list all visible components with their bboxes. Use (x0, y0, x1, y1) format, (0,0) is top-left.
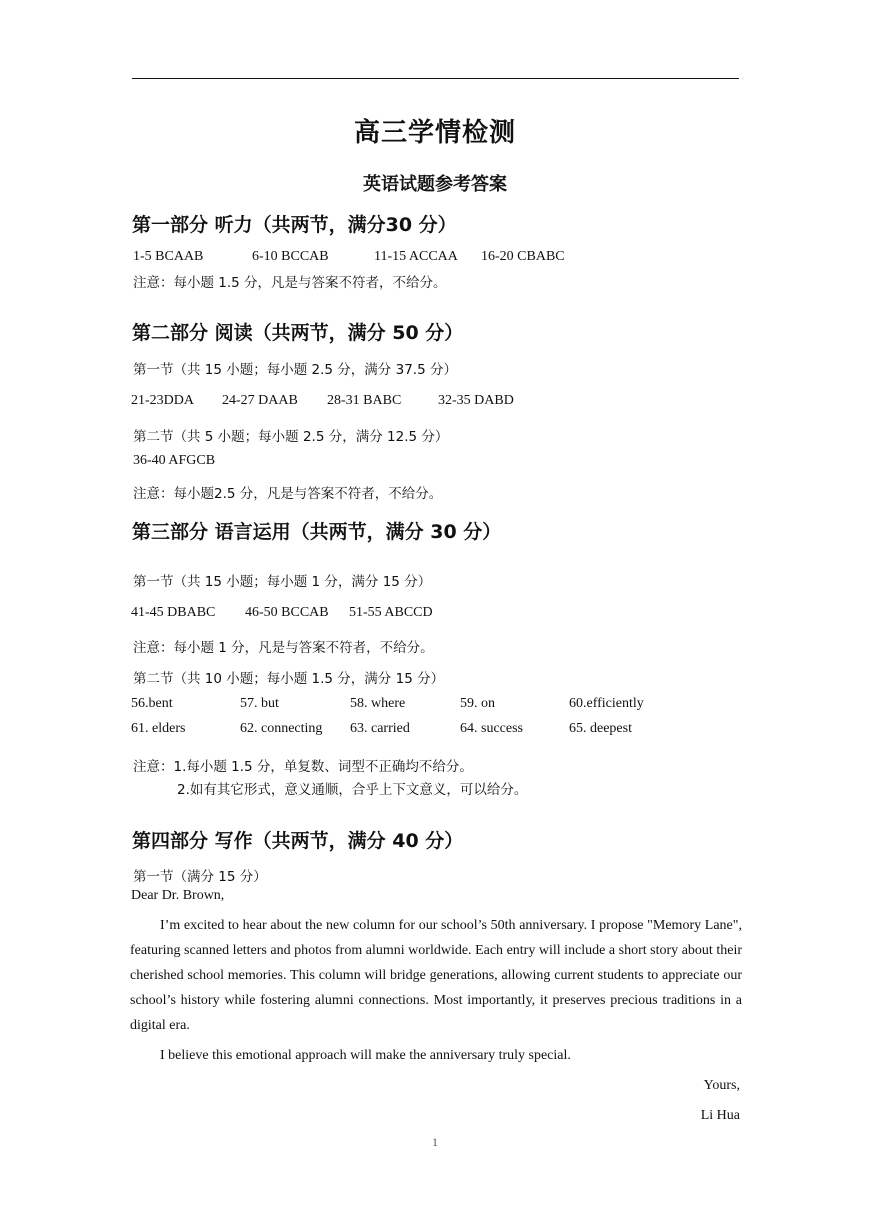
part2-section2-label: 第二节（共 5 小题；每小题 2.5 分，满分 12.5 分） (133, 429, 449, 445)
part3-answer-group: 51-55 ABCCD (349, 605, 433, 620)
part1-heading: 第一部分 听力（共两节，满分30 分） (132, 214, 457, 236)
fill-answer: 60.efficiently (569, 696, 644, 711)
fill-answer: 57. but (240, 696, 279, 711)
part2-section2-answers: 36-40 AFGCB (133, 453, 216, 468)
part2-answer-group: 32-35 DABD (438, 393, 514, 408)
letter-signature: Li Hua (700, 1108, 740, 1123)
part2-answer-group: 28-31 BABC (327, 393, 402, 408)
part2-heading: 第二部分 阅读（共两节，满分 50 分） (132, 322, 464, 344)
page-title: 高三学情检测 (353, 118, 516, 148)
part3-section1-label: 第一节（共 15 小题；每小题 1 分，满分 15 分） (133, 574, 432, 590)
part3-heading: 第三部分 语言运用（共两节，满分 30 分） (132, 521, 502, 543)
letter-salutation: Dear Dr. Brown, (131, 888, 225, 903)
part3-answer-group: 46-50 BCCAB (245, 605, 329, 620)
fill-answer: 62. connecting (240, 721, 323, 736)
letter-paragraph: I’m excited to hear about the new column for our school’s 50th anniversary. I propose "Memory Lane", featuring scanned letters and photos from alumni worldwide. Each entry will include a short story about their cherished school memories. This column will bridge generations, allowing current students to appreciate our school’s history while fostering alumni connections. Most importantly, it preserves precious traditions in a digital era. (130, 918, 742, 1033)
page-number: 1 (432, 1135, 438, 1149)
part4-heading: 第四部分 写作（共两节，满分 40 分） (132, 830, 464, 852)
part2-note: 注意：每小题2.5 分，凡是与答案不符者，不给分。 (133, 486, 443, 502)
letter-paragraph: I believe this emotional approach will make the anniversary truly special. (160, 1048, 571, 1063)
part2-answer-group: 21-23DDA (131, 393, 194, 408)
fill-answer: 59. on (460, 696, 495, 711)
part3-section1-note: 注意：每小题 1 分，凡是与答案不符者，不给分。 (133, 640, 434, 656)
part3-section2-label: 第二节（共 10 小题；每小题 1.5 分，满分 15 分） (133, 671, 445, 687)
fill-answer: 64. success (460, 721, 523, 736)
part1-answer-group: 6-10 BCCAB (252, 249, 329, 264)
part2-section1-label: 第一节（共 15 小题；每小题 2.5 分，满分 37.5 分） (133, 362, 457, 378)
part3-answer-group: 41-45 DBABC (131, 605, 216, 620)
fill-answer: 65. deepest (569, 721, 632, 736)
part1-answer-group: 11-15 ACCAA (374, 249, 458, 264)
fill-answer: 58. where (350, 696, 406, 711)
part1-answer-group: 1-5 BCAAB (133, 249, 204, 264)
part1-answer-group: 16-20 CBABC (481, 249, 565, 264)
letter-closing: Yours, (703, 1078, 740, 1093)
page-subtitle: 英语试题参考答案 (363, 174, 507, 195)
fill-answer: 63. carried (350, 721, 410, 736)
part2-answer-group: 24-27 DAAB (222, 393, 298, 408)
fill-answer: 56.bent (131, 696, 173, 711)
part3-note-1: 注意：1.每小题 1.5 分，单复数、词型不正确均不给分。 (133, 759, 473, 775)
fill-answer: 61. elders (131, 721, 186, 736)
part3-note-2: 2.如有其它形式，意义通顺，合乎上下文意义，可以给分。 (177, 782, 528, 798)
part4-section1-label: 第一节（满分 15 分） (133, 869, 267, 885)
part1-note: 注意：每小题 1.5 分，凡是与答案不符者，不给分。 (133, 275, 447, 291)
top-rule (132, 78, 739, 79)
